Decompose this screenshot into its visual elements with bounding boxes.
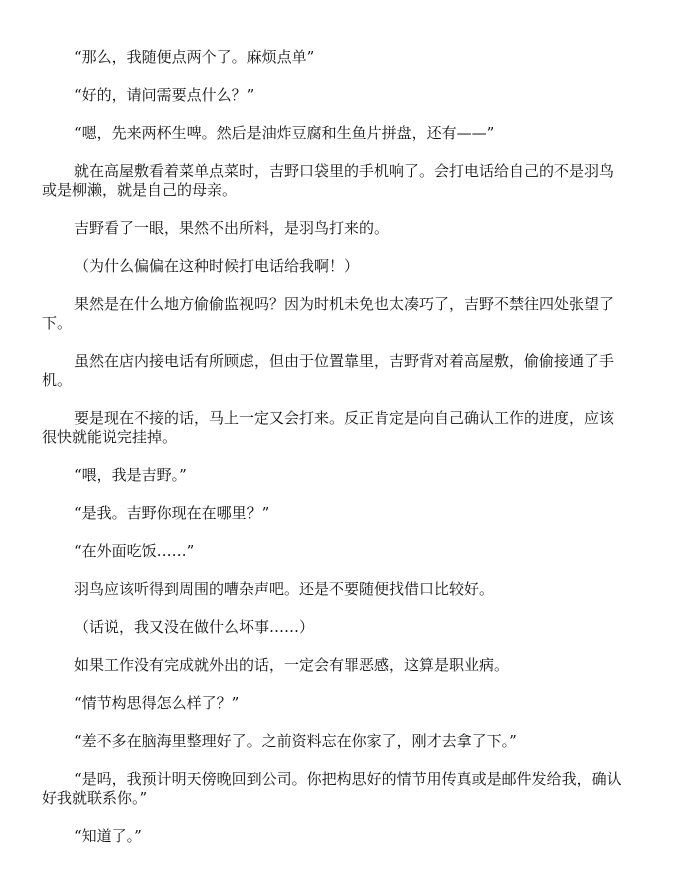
paragraph-13: 羽鸟应该听得到周围的嘈杂声吧。还是不要随便找借口比较好。 — [74, 580, 495, 598]
paragraph-4: 就在高屋敷看着菜单点菜时，吉野口袋里的手机响了。会打电话给自己的不是羽鸟或是柳濑，就是自己的母亲。 — [42, 162, 615, 199]
paragraph-18: “是吗，我预计明天傍晚回到公司。你把构思好的情节用传真或是邮件发给我，确认好我就联系你。” — [42, 770, 622, 807]
paragraph-19: “知道了。” — [74, 827, 142, 845]
paragraph-1: “那么，我随便点两个了。麻烦点单” — [74, 48, 315, 66]
paragraph-5: 吉野看了一眼，果然不出所料，是羽鸟打来的。 — [74, 219, 390, 237]
paragraph-3: “嗯，先来两杯生啤。然后是油炸豆腐和生鱼片拼盘，还有——” — [74, 124, 495, 142]
paragraph-15: 如果工作没有完成就外出的话，一定会有罪恶感，这算是职业病。 — [74, 656, 510, 674]
paragraph-16: “情节构思得怎么样了？” — [74, 694, 240, 712]
paragraph-14: （话说，我又没在做什么坏事……） — [74, 618, 315, 636]
paragraph-9: 要是现在不接的话，马上一定又会打来。反正肯定是向自己确认工作的进度，应该很快就能说完挂掉。 — [42, 409, 615, 446]
paragraph-7: 果然是在什么地方偷偷监视吗？因为时机未免也太凑巧了，吉野不禁往四处张望了下。 — [42, 295, 615, 332]
paragraph-6: （为什么偏偏在这种时候打电话给我啊！） — [74, 257, 360, 275]
paragraph-17: “差不多在脑海里整理好了。之前资料忘在你家了，刚才去拿了下。” — [74, 732, 517, 750]
paragraph-2: “好的，请问需要点什么？” — [74, 86, 255, 104]
paragraph-8: 虽然在店内接电话有所顾虑，但由于位置靠里，吉野背对着高屋敷，偷偷接通了手机。 — [42, 352, 615, 389]
paragraph-11: “是我。吉野你现在在哪里？” — [74, 504, 270, 522]
paragraph-12: “在外面吃饭……” — [74, 542, 195, 560]
paragraph-10: “喂，我是吉野。” — [74, 466, 187, 484]
